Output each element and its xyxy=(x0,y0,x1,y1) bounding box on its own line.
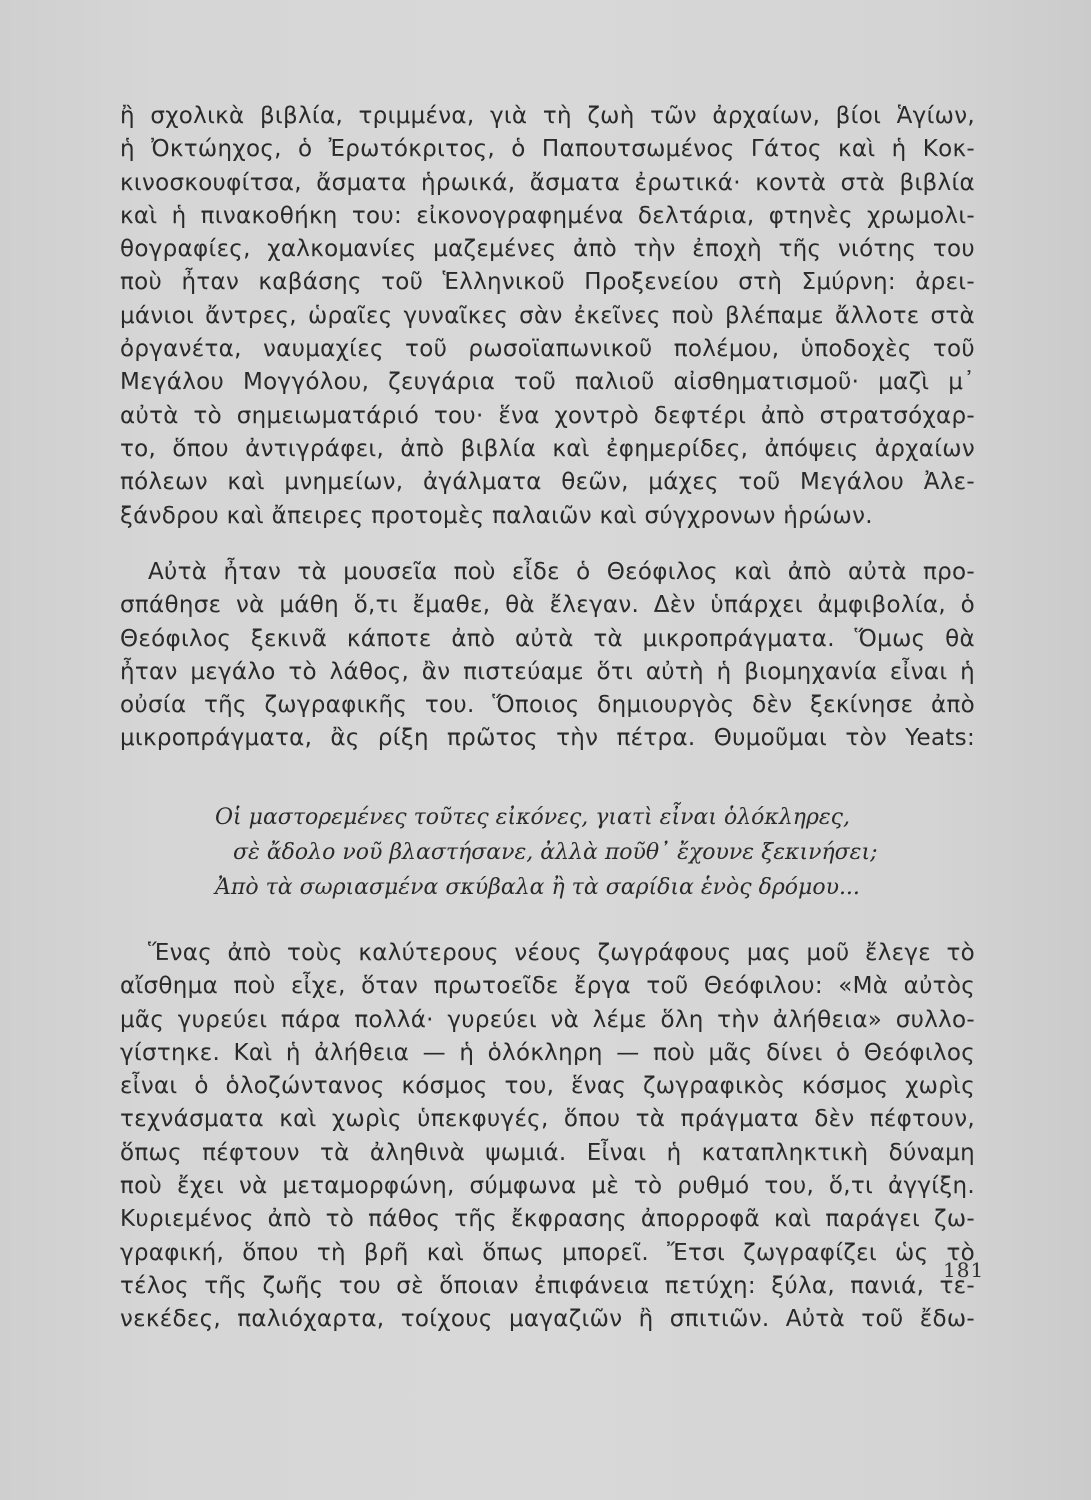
text-line: Θεόφιλος ξεκινᾶ κάποτε ἀπὸ αὐτὰ τὰ μικροπράγματα. Ὅμως θὰ xyxy=(120,625,975,652)
text-line: σπάθησε νὰ μάθη ὅ,τι ἔμαθε, θὰ ἔλεγαν. Δὲν ὑπάρχει ἀμφιβολία, ὁ xyxy=(120,592,975,619)
page-number: 181 xyxy=(943,1258,985,1282)
text-line: ποὺ ἦταν καβάσης τοῦ Ἑλληνικοῦ Προξενείου στὴ Σμύρνη: ἀρει- xyxy=(120,269,975,296)
paragraph-3 xyxy=(120,937,975,1337)
text-line: καὶ ἡ πινακοθήκη του: εἰκονογραφημένα δελτάρια, φτηνὲς χρωμολι- xyxy=(120,202,975,229)
text-line: τεχνάσματα καὶ χωρὶς ὑπεκφυγές, ὅπου τὰ πράγματα δὲν πέφτουν, xyxy=(120,1106,975,1133)
text-line: Μεγάλου Μογγόλου, ζευγάρια τοῦ παλιοῦ αἰσθηματισμοῦ· μαζὶ μ᾿ xyxy=(120,369,975,396)
text-line: εἶναι ὁ ὁλοζώντανος κόσμος του, ἕνας ζωγραφικὸς κόσμος χωρὶς xyxy=(120,1073,975,1100)
text-line: πόλεων καὶ μνημείων, ἀγάλματα θεῶν, μάχες τοῦ Μεγάλου Ἀλε- xyxy=(120,469,975,496)
text-line: Αὐτὰ ἦταν τὰ μουσεῖα ποὺ εἶδε ὁ Θεόφιλος καὶ ἀπὸ αὐτὰ προ- xyxy=(148,559,975,585)
text-line: μάνιοι ἄντρες, ὡραῖες γυναῖκες σὰν ἐκεῖνες ποὺ βλέπαμε ἄλλοτε στὰ xyxy=(120,302,975,329)
poem-line: Ἀπὸ τὰ σωριασμένα σκύβαλα ἢ τὰ σαρίδια ἑνὸς δρόμου... xyxy=(215,875,860,900)
text-line: γραφική, ὅπου τὴ βρῆ καὶ ὅπως μπορεῖ. Ἔτσι ζωγραφίζει ὡς τὸ xyxy=(120,1239,975,1266)
poem-line: σὲ ἄδολο νοῦ βλαστήσανε, ἀλλὰ ποῦθ᾿ ἔχουνε ξεκινήσει; xyxy=(233,840,878,865)
poem-line: Οἱ μαστορεμένες τοῦτες εἰκόνες, γιατὶ εἶναι ὁλόκληρες, xyxy=(215,805,850,830)
text-line: Κυριεμένος ἀπὸ τὸ πάθος τῆς ἔκφρασης ἀπορροφᾶ καὶ παράγει ζω- xyxy=(120,1206,975,1233)
text-line: ἦταν μεγάλο τὸ λάθος, ἂν πιστεύαμε ὅτι αὐτὴ ἡ βιομηχανία εἶναι ἡ xyxy=(120,658,975,685)
poem-quote xyxy=(215,800,915,905)
text-line: θογραφίες, χαλκομανίες μαζεμένες ἀπὸ τὴν ἐποχὴ τῆς νιότης του xyxy=(120,236,975,263)
text-line: Ἕνας ἀπὸ τοὺς καλύτερους νέους ζωγράφους μας μοῦ ἔλεγε τὸ xyxy=(148,940,975,966)
text-line: μικροπράγματα, ἂς ρίξη πρῶτος τὴν πέτρα. Θυμοῦμαι τὸν Yeats: xyxy=(120,725,975,752)
text-line: ὅπως πέφτουν τὰ ἀληθινὰ ψωμιά. Εἶναι ἡ καταπληκτικὴ δύναμη xyxy=(120,1139,975,1166)
text-line: τέλος τῆς ζωῆς του σὲ ὅποιαν ἐπιφάνεια πετύχη: ξύλα, πανιά, τε- xyxy=(120,1272,975,1299)
paragraph-1 xyxy=(120,100,975,533)
text-line: γίστηκε. Καὶ ἡ ἀλήθεια — ἡ ὁλόκληρη — ποὺ μᾶς δίνει ὁ Θεόφιλος xyxy=(120,1039,975,1066)
text-line: ὀργανέτα, ναυμαχίες τοῦ ρωσοϊαπωνικοῦ πολέμου, ὑποδοχὲς τοῦ xyxy=(120,336,975,363)
text-line: ποὺ ἔχει νὰ μεταμορφώνη, σύμφωνα μὲ τὸ ρυθμό του, ὅ,τι ἀγγίξη. xyxy=(120,1173,975,1200)
text-line: το, ὅπου ἀντιγράφει, ἀπὸ βιβλία καὶ ἐφημερίδες, ἀπόψεις ἀρχαίων xyxy=(120,435,975,462)
text-line: ξάνδρου καὶ ἄπειρες προτομὲς παλαιῶν καὶ σύγχρονων ἡρώων. xyxy=(120,502,873,529)
text-line: αἴσθημα ποὺ εἶχε, ὅταν πρωτοεῖδε ἔργα τοῦ Θεόφιλου: «Μὰ αὐτὸς xyxy=(120,973,975,1000)
text-line: ἢ σχολικὰ βιβλία, τριμμένα, γιὰ τὴ ζωὴ τῶν ἀρχαίων, βίοι Ἁγίων, xyxy=(120,103,975,129)
text-line: μᾶς γυρεύει πάρα πολλά· γυρεύει νὰ λέμε ὅλη τὴν ἀλήθεια» συλλο- xyxy=(120,1006,975,1033)
text-line: ἡ Ὀκτώηχος, ὁ Ἐρωτόκριτος, ὁ Παπουτσωμένος Γάτος καὶ ἡ Κοκ- xyxy=(120,136,975,163)
text-line: οὐσία τῆς ζωγραφικῆς του. Ὅποιος δημιουργὸς δὲν ξεκίνησε ἀπὸ xyxy=(120,692,975,719)
paragraph-2 xyxy=(120,556,975,756)
text-line: αὐτὰ τὸ σημειωματάριό του· ἕνα χοντρὸ δεφτέρι ἀπὸ στρατσόχαρ- xyxy=(120,402,975,429)
text-line: νεκέδες, παλιόχαρτα, τοίχους μαγαζιῶν ἢ σπιτιῶν. Αὐτὰ τοῦ ἔδω- xyxy=(120,1306,975,1333)
text-line: κινοσκουφίτσα, ἄσματα ἡρωικά, ἄσματα ἐρωτικά· κοντὰ στὰ βιβλία xyxy=(120,169,975,196)
